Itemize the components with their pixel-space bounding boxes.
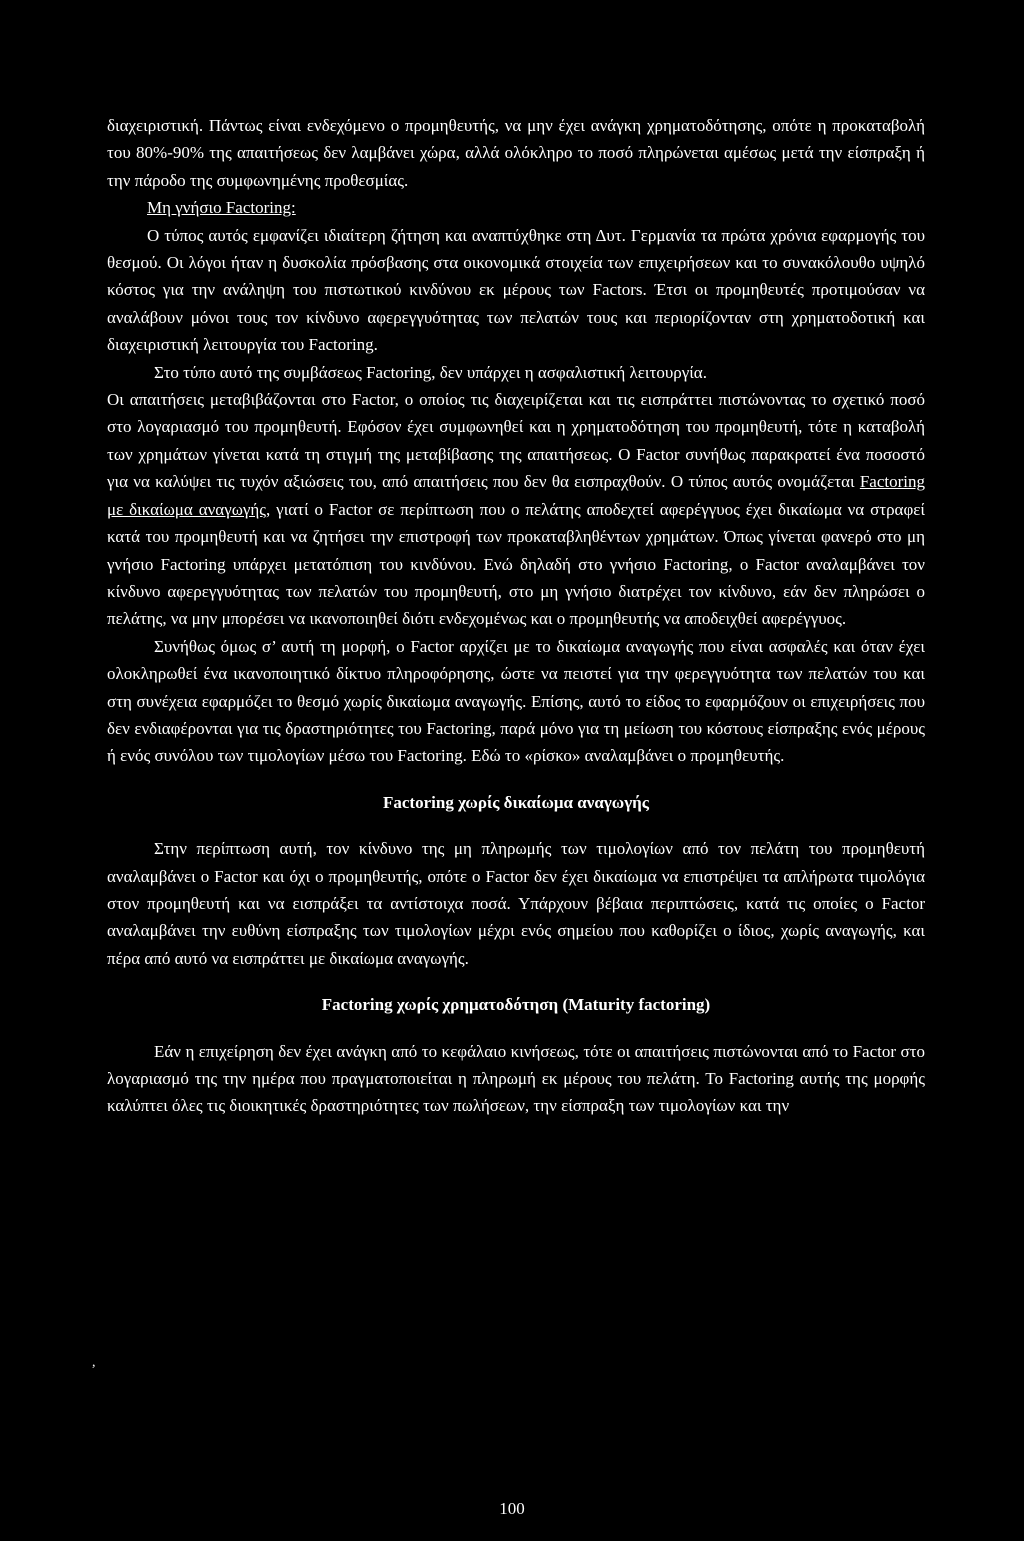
section-heading-without-recourse: Factoring χωρίς δικαίωμα αναγωγής (383, 792, 649, 812)
paragraph-continuation: διαχειριστική. Πάντως είναι ενδεχόμενο ο προμηθευτής, να μην έχει ανάγκη χρηματοδότησης, οπότε η προκαταβολή του 80%-90% της απαιτήσεως δεν λαμβάνει χώρα, αλλά ολόκληρο το ποσό πληρώνεται αμέσως μετά την είσπραξη ή την πάροδο της συμφωνημένης προθεσμίας. (107, 116, 925, 190)
paragraph-without-recourse: Στην περίπτωση αυτή, τον κίνδυνο της μη πληρωμής των τιμολογίων από τον πελάτη του προμηθευτή αναλαμβάνει ο Factor και όχι ο προμηθευτής, οπότε ο Factor δεν έχει δικαίωμα να επιστρέψει τα απλήρωτα τιμολόγια στον προμηθευτή και να εισπράξει τα αντίστοιχα ποσά. Υπάρχουν βέβαια περιπτώσεις, κατά τις οποίες ο Factor αναλαμβάνει την ευθύνη είσπραξης των τιμολογίων μέχρι ενός σημείου που καθορίζει ο ίδιος, χωρίς αναγωγής, και πέρα από αυτό να εισπράττει με δικαίωμα αναγωγής. (107, 839, 925, 968)
recourse-text-start: Οι απαιτήσεις μεταβιβάζονται στο Factor, ο οποίος τις διαχειρίζεται και τις εισπράττει πιστώνοντας το σχετικό ποσό στο λογαριασμό του προμηθευτή. Εφόσον έχει συμφωνηθεί και η χρηματοδότηση του προμηθευτή, τότε η καταβολή των χρημάτων γίνεται κατά τη στιγμή της μεταβίβασης της απαιτήσεως. Ο Factor συνήθως παρακρατεί ένα ποσοστό για να καλύψει τις τυχόν αξιώσεις του, από απαιτήσεις που δεν θα εισπραχθούν. Ο τύπος αυτός ονομάζεται (107, 390, 925, 492)
recourse-term-underlined: Factoring με δικαίωμα αναγωγής (107, 472, 925, 519)
subheading-mi-gnisio-factoring (147, 194, 925, 221)
page-number: 100 (499, 1499, 525, 1518)
paragraph-recourse (107, 386, 925, 633)
stray-mark: , (92, 1355, 96, 1370)
recourse-text-end: , γιατί ο Factor σε περίπτωση που ο πελάτης αποδεχτεί αφερέγγυος έχει δικαίωμα να στραφεί κατά του προμηθευτή και να ζητήσει την επιστροφή των προκαταβληθέντων χρημάτων. Όπως γίνεται φανερό στο μη γνήσιο Factoring υπάρχει μετατόπιση του κινδύνου. Ενώ δηλαδή στο γνήσιο Factoring, ο Factor αναλαμβάνει τον κίνδυνο αφερεγγυότητας των πελατών του προμηθευτή, στο μη γνήσιο διατρέχει τον κίνδυνο, εάν δεν πληρώσει ο πελάτης, να μην μπορέσει να ικανοποιηθεί διότι ενδεχομένως και ο προμηθευτής να αποδειχθεί αφερέγγυος. (107, 499, 925, 629)
page-body (107, 112, 925, 1120)
paragraph-no-insurance: Στο τύπο αυτό της συμβάσεως Factoring, δεν υπάρχει η ασφαλιστική λειτουργία. (154, 362, 707, 382)
paragraph-mi-gnisio-intro: Ο τύπος αυτός εμφανίζει ιδιαίτερη ζήτηση και αναπτύχθηκε στη Δυτ. Γερμανία τα πρώτα χρόνια εφαρμογής του θεσμού. Οι λόγοι ήταν η δυσκολία πρόσβασης στα οικονομικά στοιχεία των επιχειρήσεων και το συνακόλουθο υψηλό κόστος για την ανάληψη του πιστωτικού κινδύνου εκ μέρους των Factors. Έτσι οι προμηθευτές προτιμούσαν να αναλάβουν μόνοι τους τον κίνδυνο αφερεγγυότητας των πελατών τους και περιορίζονταν στη χρηματοδοτική και διαχειριστική λειτουργία του Factoring. (107, 225, 925, 355)
paragraph-usually: Συνήθως όμως σ’ αυτή τη μορφή, ο Factor αρχίζει με το δικαίωμα αναγωγής που είναι ασφαλές και όταν έχει ολοκληρωθεί ένα ικανοποιητικό δίκτυο πληροφόρησης, ώστε να πειστεί για την φερεγγυότητα των πελατών του και στη συνέχεια εφαρμόζει το θεσμό χωρίς δικαίωμα αναγωγής. Επίσης, αυτό το είδος το εφαρμόζουν οι επιχειρήσεις που δεν ενδιαφέρονται για τις δραστηριότητες του Factoring, παρά μόνο για τη μείωση του κόστους είσπραξης ενός μέρους ή ενός συνόλου των τιμολογίων μέσω του Factoring. Εδώ το «ρίσκο» αναλαμβάνει ο προμηθευτής. (107, 636, 925, 766)
paragraph-maturity-factoring: Εάν η επιχείρηση δεν έχει ανάγκη από το κεφάλαιο κινήσεως, τότε οι απαιτήσεις πιστώνονται από το Factor στο λογαριασμό της την ημέρα που πραγματοποιείται η πληρωμή εκ μέρους του πελάτη. Το Factoring αυτής της μορφής καλύπτει όλες τις διοικητικές δραστηριότητες των πωλήσεων, την είσπραξη των τιμολογίων και την (107, 1041, 925, 1116)
section-heading-maturity-factoring: Factoring χωρίς χρηματοδότηση (Maturity factoring) (321, 995, 711, 1015)
subheading-text: Μη γνήσιο Factoring: (147, 198, 296, 218)
